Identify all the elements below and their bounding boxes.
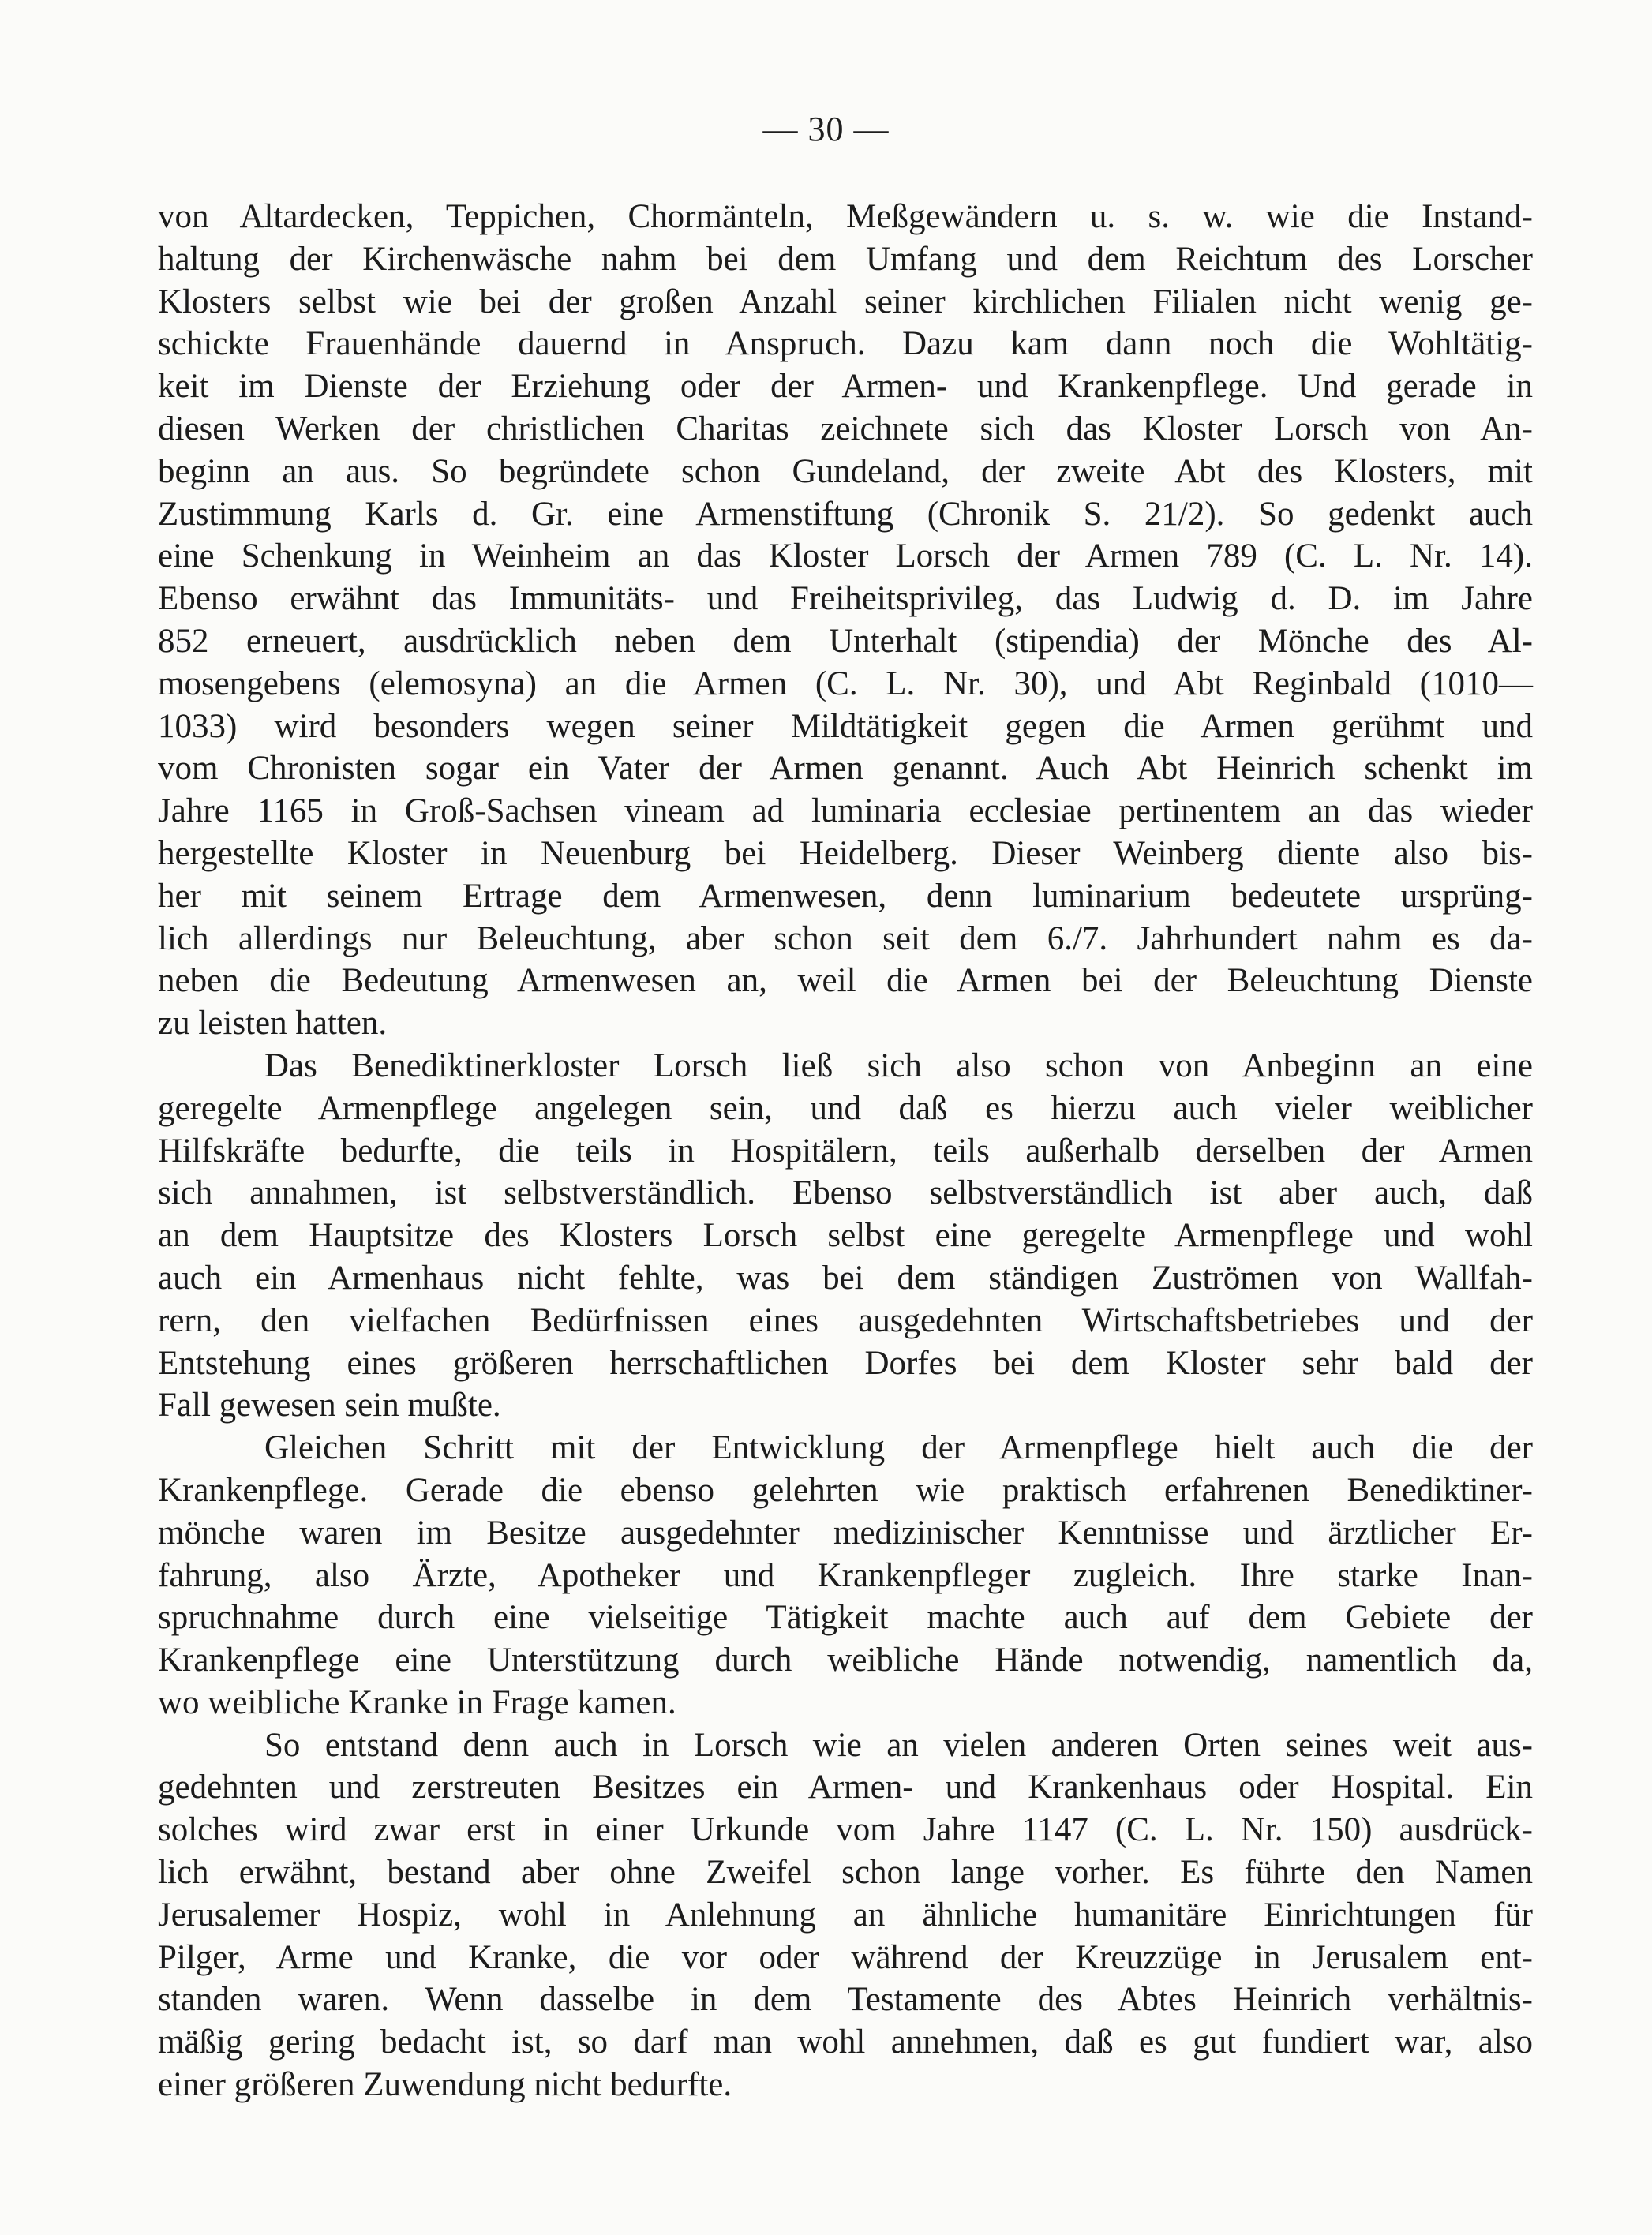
text-line: rern, den vielfachen Bedürfnissen eines ausgedehnten Wirtschaftsbetriebes und der	[158, 1301, 1533, 1339]
text-line: mönche waren im Besitze ausgedehnter medizinischer Kenntnisse und ärztlicher Er-	[158, 1514, 1533, 1552]
paragraph-2	[158, 1045, 1533, 1427]
text-line: Zustimmung Karls d. Gr. eine Armenstiftung (Chronik S. 21/2). So gedenkt auch	[158, 495, 1533, 533]
text-line: her mit seinem Ertrage dem Armenwesen, denn luminarium bedeutete ursprüng-	[158, 877, 1533, 915]
paragraph-4	[158, 1724, 1533, 2106]
text-line: 852 erneuert, ausdrücklich neben dem Unterhalt (stipendia) der Mönche des Al-	[158, 622, 1533, 660]
text-line: von Altardecken, Teppichen, Chormänteln, Meßgewändern u. s. w. wie die Instand-	[158, 198, 1533, 235]
text-line: Gleichen Schritt mit der Entwicklung der Armenpflege hielt auch die der	[264, 1429, 1533, 1467]
text-line: Hilfskräfte bedurfte, die teils in Hospitälern, teils außerhalb derselben der Armen	[158, 1132, 1533, 1170]
text-line: sich annahmen, ist selbstverständlich. Ebenso selbstverständlich ist aber auch, daß	[158, 1174, 1533, 1212]
text-line: Krankenpflege eine Unterstützung durch weibliche Hände notwendig, namentlich da,	[158, 1642, 1533, 1679]
text-line: standen waren. Wenn dasselbe in dem Testamente des Abtes Heinrich verhältnis-	[158, 1981, 1533, 2019]
text-line: Jerusalemer Hospiz, wohl in Anlehnung an ähnliche humanitäre Einrichtungen für	[158, 1896, 1533, 1934]
text-line: Krankenpflege. Gerade die ebenso gelehrten wie praktisch erfahrenen Benediktiner-	[158, 1471, 1533, 1509]
text-line: zu leisten hatten.	[158, 1005, 388, 1043]
text-line: einer größeren Zuwendung nicht bedurfte.	[158, 2066, 732, 2104]
text-line: gedehnten und zerstreuten Besitzes ein Armen- und Krankenhaus oder Hospital. Ein	[158, 1769, 1533, 1806]
text-line: solches wird zwar erst in einer Urkunde vom Jahre 1147 (C. L. Nr. 150) ausdrück-	[158, 1811, 1533, 1849]
text-line: Das Benediktinerkloster Lorsch ließ sich also schon von Anbeginn an eine	[264, 1046, 1533, 1084]
paragraph-3	[158, 1427, 1533, 1724]
text-line: neben die Bedeutung Armenwesen an, weil die Armen bei der Beleuchtung Dienste	[158, 962, 1533, 1000]
text-line: spruchnahme durch eine vielseitige Tätigkeit machte auch auf dem Gebiete der	[158, 1599, 1533, 1637]
text-line: hergestellte Kloster in Neuenburg bei Heidelberg. Dieser Weinberg diente also bis-	[158, 834, 1533, 872]
text-line: vom Chronisten sogar ein Vater der Armen genannt. Auch Abt Heinrich schenkt im	[158, 750, 1533, 788]
text-line: Pilger, Arme und Kranke, die vor oder während der Kreuzzüge in Jerusalem ent-	[158, 1938, 1533, 1976]
text-line: beginn an aus. So begründete schon Gundeland, der zweite Abt des Klosters, mit	[158, 452, 1533, 490]
text-line: auch ein Armenhaus nicht fehlte, was bei dem ständigen Zuströmen von Wallfah-	[158, 1259, 1533, 1297]
text-line: schickte Frauenhände dauernd in Anspruch. Dazu kam dann noch die Wohltätig-	[158, 325, 1533, 363]
page-number: — 30 —	[762, 110, 890, 148]
text-line: 1033) wird besonders wegen seiner Mildtätigkeit gegen die Armen gerühmt und	[158, 707, 1533, 745]
text-line: Ebenso erwähnt das Immunitäts- und Freiheitsprivileg, das Ludwig d. D. im Jahre	[158, 580, 1533, 618]
body-text	[158, 196, 1533, 2106]
text-line: Fall gewesen sein mußte.	[158, 1387, 501, 1424]
text-line: diesen Werken der christlichen Charitas zeichnete sich das Kloster Lorsch von An-	[158, 410, 1533, 447]
paragraph-1	[158, 196, 1533, 1045]
text-line: keit im Dienste der Erziehung oder der Armen- und Krankenpflege. Und gerade in	[158, 368, 1533, 406]
text-line: haltung der Kirchenwäsche nahm bei dem Umfang und dem Reichtum des Lorscher	[158, 240, 1533, 278]
text-line: So entstand denn auch in Lorsch wie an vielen anderen Orten seines weit aus-	[264, 1726, 1533, 1764]
text-line: mosengebens (elemosyna) an die Armen (C. L. Nr. 30), und Abt Reginbald (1010—	[158, 665, 1533, 702]
text-line: Jahre 1165 in Groß-Sachsen vineam ad luminaria ecclesiae pertinentem an das wieder	[158, 792, 1533, 830]
text-line: Entstehung eines größeren herrschaftlichen Dorfes bei dem Kloster sehr bald der	[158, 1344, 1533, 1382]
text-line: mäßig gering bedacht ist, so darf man wohl annehmen, daß es gut fundiert war, also	[158, 2023, 1533, 2061]
text-line: geregelte Armenpflege angelegen sein, und daß es hierzu auch vieler weiblicher	[158, 1089, 1533, 1127]
text-line: lich erwähnt, bestand aber ohne Zweifel schon lange vorher. Es führte den Namen	[158, 1854, 1533, 1892]
text-line: an dem Hauptsitze des Klosters Lorsch selbst eine geregelte Armenpflege und wohl	[158, 1217, 1533, 1255]
text-line: fahrung, also Ärzte, Apotheker und Krankenpfleger zugleich. Ihre starke Inan-	[158, 1556, 1533, 1594]
text-line: Klosters selbst wie bei der großen Anzahl seiner kirchlichen Filialen nicht wenig ge-	[158, 283, 1533, 320]
text-line: wo weibliche Kranke in Frage kamen.	[158, 1683, 676, 1721]
text-line: eine Schenkung in Weinheim an das Kloster Lorsch der Armen 789 (C. L. Nr. 14).	[158, 537, 1533, 575]
text-line: lich allerdings nur Beleuchtung, aber schon seit dem 6./7. Jahrhundert nahm es da-	[158, 919, 1533, 957]
